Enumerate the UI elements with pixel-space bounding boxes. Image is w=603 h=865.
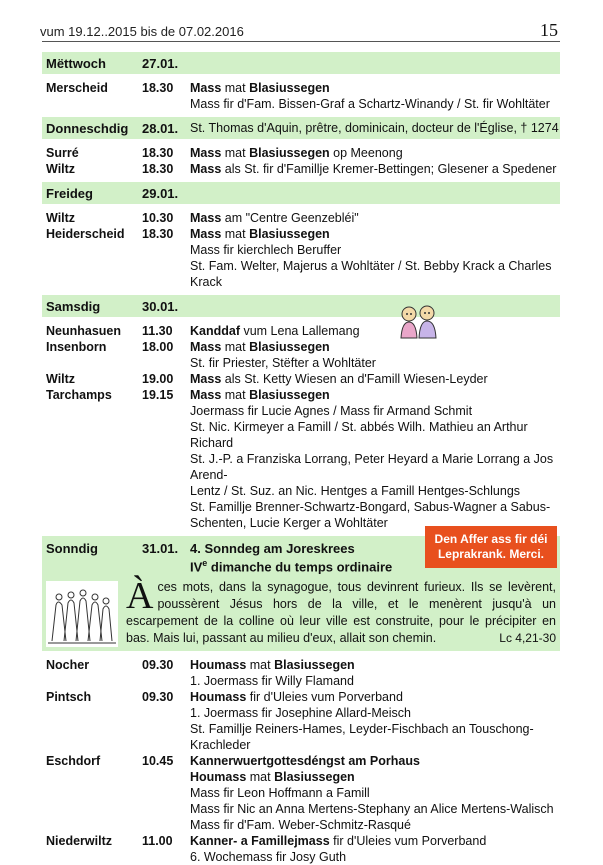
mass-description	[190, 80, 560, 96]
place-name	[42, 242, 142, 258]
day-header	[42, 295, 560, 317]
mass-description	[190, 161, 560, 177]
schedule-row	[42, 371, 560, 387]
place-name	[42, 849, 142, 865]
service-type: Kanddaf	[190, 324, 240, 338]
mass-time: 18.30	[142, 81, 174, 95]
service-detail: Mass fir d'Fam. Weber-Schmitz-Rasqué	[190, 818, 411, 833]
mass-description	[190, 403, 560, 419]
day-feast-note: St. Thomas d'Aquin, prêtre, dominicain, docteur de l'Église, † 1274	[190, 121, 559, 135]
place-name: Heiderscheid	[46, 227, 125, 241]
mass-time	[142, 817, 190, 833]
service-type: Mass	[190, 372, 222, 386]
schedule-row	[42, 387, 560, 403]
place-name: Surré	[46, 146, 79, 160]
mass-time: 18.00	[142, 340, 174, 354]
mass-time	[142, 483, 190, 499]
mass-description	[190, 339, 560, 355]
sunday-title-fr-post: dimanche du temps ordinaire	[207, 559, 393, 575]
day-name: Freideg	[46, 185, 93, 201]
mass-description	[190, 96, 560, 112]
place-name	[42, 785, 142, 801]
service-type: Houmass	[190, 658, 247, 673]
schedule-row	[42, 849, 560, 865]
schedule-row	[42, 673, 560, 689]
mass-time	[142, 721, 190, 753]
mass-time: 11.30	[142, 324, 173, 338]
blessing-label: Blasiussegen	[249, 81, 330, 95]
mass-description	[190, 721, 560, 753]
day-header	[42, 182, 560, 204]
mass-description	[190, 689, 560, 705]
mass-time	[142, 96, 190, 112]
mass-description	[190, 242, 560, 258]
mass-time: 18.30	[142, 227, 174, 241]
mass-time	[142, 705, 190, 721]
mass-time	[142, 515, 190, 531]
schedule-row	[42, 403, 560, 419]
schedule-row	[42, 323, 560, 339]
place-name	[42, 96, 142, 112]
service-detail: Mass fir Nic an Anna Mertens-Stephany an Alice Mertens-Walisch	[190, 802, 554, 817]
mass-description	[190, 355, 560, 371]
blessing-label: Blasiussegen	[274, 658, 355, 673]
place-name	[42, 403, 142, 419]
service-detail: St. Famillje Reiners-Hames, Leyder-Fischbach an Touschong-Krachleder	[190, 722, 534, 753]
schedule-row	[42, 801, 560, 817]
service-type: Mass	[190, 227, 222, 241]
mass-description	[190, 419, 560, 451]
schedule-row	[42, 689, 560, 705]
place-name	[42, 483, 142, 499]
service-detail: St. J.-P. a Franziska Lorrang, Peter Heyard a Marie Lorrang a Jos Arend-	[190, 452, 554, 482]
place-name: Niederwiltz	[46, 834, 112, 849]
day-header	[42, 117, 560, 139]
mass-time	[142, 451, 190, 483]
mass-description	[190, 785, 560, 801]
mass-time	[142, 403, 190, 419]
service-detail: am "Centre Geenzebléi"	[221, 211, 359, 225]
mass-time	[142, 419, 190, 451]
mass-time	[142, 769, 190, 785]
schedule-row	[42, 258, 560, 290]
schedule-row	[42, 161, 560, 177]
day-date: 29.01.	[142, 185, 179, 201]
service-detail: mat	[246, 770, 275, 785]
crowd-sketch-icon	[46, 581, 118, 647]
service-detail: St. Fam. Welter, Majerus a Wohltäter / St. Bebby Krack a Charles Krack	[190, 259, 552, 289]
mass-time: 11.00	[142, 834, 173, 849]
day-date: 30.01.	[142, 298, 179, 314]
service-detail: 1. Joermass fir Willy Flamand	[190, 674, 354, 689]
schedule	[42, 49, 560, 865]
day-date: 28.01.	[142, 120, 179, 136]
mass-description	[190, 833, 560, 849]
service-detail: mat	[221, 340, 250, 354]
collection-notice-line2: Leprakrank. Merci.	[437, 547, 545, 561]
schedule-row	[42, 785, 560, 801]
children-illustration-icon	[398, 304, 440, 340]
mass-time	[142, 849, 190, 865]
service-detail: mat	[221, 81, 250, 95]
service-detail: vum Lena Lallemang	[240, 324, 360, 338]
collection-notice-line1: Den Affer ass fir déi	[434, 532, 548, 546]
service-detail: Mass fir kierchlech Beruffer	[190, 243, 342, 257]
mass-description	[190, 371, 560, 387]
schedule-row	[42, 80, 560, 96]
mass-time	[142, 355, 190, 371]
header-date-range: vum 19.12..2015 bis de 07.02.2016	[40, 24, 244, 39]
mass-description	[190, 753, 560, 769]
service-detail: mat	[221, 388, 250, 402]
service-detail: Mass fir Leon Hoffmann a Famill	[190, 786, 370, 801]
schedule-row	[42, 769, 560, 785]
service-detail: 1. Joermass fir Josephine Allard-Meisch	[190, 706, 411, 721]
schedule-row	[42, 419, 560, 451]
service-detail: St. Famillje Brenner-Schwartz-Bongard, Sabus-Wagner a Sabus-	[190, 500, 551, 514]
blessing-label: Blasiussegen	[249, 146, 330, 160]
sunday-title-fr-pre: IV	[190, 559, 203, 575]
blessing-label: Blasiussegen	[249, 388, 330, 402]
mass-description	[190, 673, 560, 689]
service-type: Mass	[190, 211, 222, 225]
service-type: Houmass	[190, 690, 247, 705]
mass-time	[142, 673, 190, 689]
place-name	[42, 721, 142, 753]
mass-description	[190, 483, 560, 499]
service-detail: mat	[221, 146, 250, 160]
place-name	[42, 515, 142, 531]
service-detail: als St. fir d'Famillje Kremer-Bettingen; Glesener a Spedener	[221, 162, 557, 176]
place-name: Wiltz	[46, 162, 76, 176]
place-name	[42, 499, 142, 515]
mass-description	[190, 657, 560, 673]
mass-time: 18.30	[142, 146, 174, 160]
mass-time: 09.30	[142, 658, 174, 673]
day-name: Sonndig	[46, 541, 98, 556]
place-name: Wiltz	[46, 372, 76, 386]
place-name	[42, 673, 142, 689]
place-name: Tarchamps	[46, 388, 112, 402]
schedule-row	[42, 242, 560, 258]
day-date: 27.01.	[142, 55, 179, 71]
blessing-label: Blasiussegen	[249, 227, 330, 241]
service-detail: St. Nic. Kirmeyer a Famill / St. abbés Wilh. Mathieu an Arthur Richard	[190, 420, 528, 450]
mass-time	[142, 499, 190, 515]
service-detail: mat	[246, 658, 275, 673]
service-detail: Schenten, Lucie Kerger a Wohltäter	[190, 516, 388, 530]
service-location: op Meenong	[329, 146, 403, 160]
mass-description	[190, 451, 560, 483]
place-name	[42, 817, 142, 833]
schedule-row	[42, 451, 560, 483]
blessing-label: Blasiussegen	[249, 340, 330, 354]
blessing-label: Blasiussegen	[274, 770, 355, 785]
mass-time: 10.45	[142, 754, 174, 769]
day-name: Donneschdig	[46, 120, 129, 136]
service-type: Mass	[190, 81, 222, 95]
mass-time: 18.30	[142, 162, 174, 176]
mass-description	[190, 705, 560, 721]
mass-time	[142, 801, 190, 817]
place-name: Merscheid	[46, 81, 108, 95]
mass-description	[190, 387, 560, 403]
place-name: Insenborn	[46, 340, 107, 354]
service-type: Mass	[190, 146, 222, 160]
service-type: Kannerwuertgottesdéngst am Porhaus	[190, 754, 420, 769]
place-name	[42, 451, 142, 483]
place-name: Nocher	[46, 658, 90, 673]
service-type: Mass	[190, 388, 222, 402]
mass-description	[190, 258, 560, 290]
schedule-row	[42, 96, 560, 112]
header-divider	[42, 41, 560, 42]
mass-description	[190, 817, 560, 833]
mass-description	[190, 145, 560, 161]
schedule-row	[42, 657, 560, 673]
service-type: Kanner- a Famillejmass	[190, 834, 330, 849]
mass-description	[190, 226, 560, 242]
schedule-row	[42, 145, 560, 161]
gospel-reference: Lc 4,21-30	[499, 631, 556, 646]
schedule-row	[42, 339, 560, 355]
service-type: Houmass	[190, 770, 247, 785]
place-name	[42, 258, 142, 290]
mass-time: 09.30	[142, 690, 174, 705]
sunday-section	[42, 532, 560, 651]
service-detail: mat	[221, 227, 250, 241]
service-type: Mass	[190, 162, 222, 176]
gospel-passage: ces mots, dans la synagogue, tous devinrent furieux. Ils se levèrent, poussèrent Jésus hors de la ville, et le menèrent jusqu'à un escarpement de la colline où leur ville est construite, pour le précipiter en bas. Mais lui, passant au milieu d'eux, allait son chemin.	[126, 580, 556, 646]
mass-description	[190, 210, 560, 226]
mass-time: 10.30	[142, 211, 174, 225]
sunday-title	[190, 541, 392, 574]
service-detail: als St. Ketty Wiesen an d'Famill Wiesen-Leyder	[221, 372, 488, 386]
service-detail: fir d'Uleies vum Porverband	[329, 834, 487, 849]
service-detail: Mass fir d'Fam. Bissen-Graf a Schartz-Winandy / St. fir Wohltäter	[190, 97, 550, 111]
schedule-row	[42, 817, 560, 833]
mass-description	[190, 323, 560, 339]
mass-description	[190, 801, 560, 817]
mass-time: 19.00	[142, 372, 174, 386]
sunday-title-lb: 4. Sonndeg am Joreskrees	[190, 541, 355, 556]
service-detail: Joermass fir Lucie Agnes / Mass fir Armand Schmit	[190, 404, 473, 418]
place-name: Eschdorf	[46, 754, 101, 769]
day-header	[42, 52, 560, 74]
place-name	[42, 705, 142, 721]
mass-description	[190, 769, 560, 785]
mass-time: 19.15	[142, 388, 174, 402]
weekday-sections	[42, 52, 560, 533]
place-name	[42, 801, 142, 817]
schedule-row	[42, 355, 560, 371]
day-date: 31.01.	[142, 541, 179, 556]
sunday-title-fr-sup: e	[202, 558, 208, 568]
mass-time	[142, 258, 190, 290]
mass-description	[190, 499, 560, 515]
day-name: Samsdig	[46, 298, 101, 314]
day-name: Mëttwoch	[46, 55, 106, 71]
place-name	[42, 355, 142, 371]
schedule-row	[42, 483, 560, 499]
schedule-row	[42, 721, 560, 753]
page-number: 15	[540, 20, 558, 40]
sunday-rows	[42, 657, 560, 865]
schedule-row	[42, 705, 560, 721]
service-detail: 6. Wochemass fir Josy Guth	[190, 850, 347, 865]
place-name: Pintsch	[46, 690, 92, 705]
place-name: Neunhasuen	[46, 324, 122, 338]
place-name: Wiltz	[46, 211, 76, 225]
service-detail: Lentz / St. Suz. an Nic. Hentges a Famill Hentges-Schlungs	[190, 484, 521, 498]
service-type: Mass	[190, 340, 222, 354]
dropcap-letter: À	[126, 575, 154, 618]
mass-time	[142, 242, 190, 258]
schedule-row	[42, 833, 560, 849]
schedule-row	[42, 499, 560, 515]
place-name	[42, 419, 142, 451]
place-name	[42, 769, 142, 785]
service-detail: St. fir Priester, Stëfter a Wohltäter	[190, 356, 376, 370]
gospel-text	[42, 574, 560, 647]
schedule-row	[42, 226, 560, 242]
service-detail: fir d'Uleies vum Porverband	[246, 690, 403, 705]
mass-time	[142, 785, 190, 801]
schedule-row	[42, 753, 560, 769]
schedule-row	[42, 210, 560, 226]
mass-description	[190, 849, 560, 865]
collection-notice	[425, 526, 557, 568]
